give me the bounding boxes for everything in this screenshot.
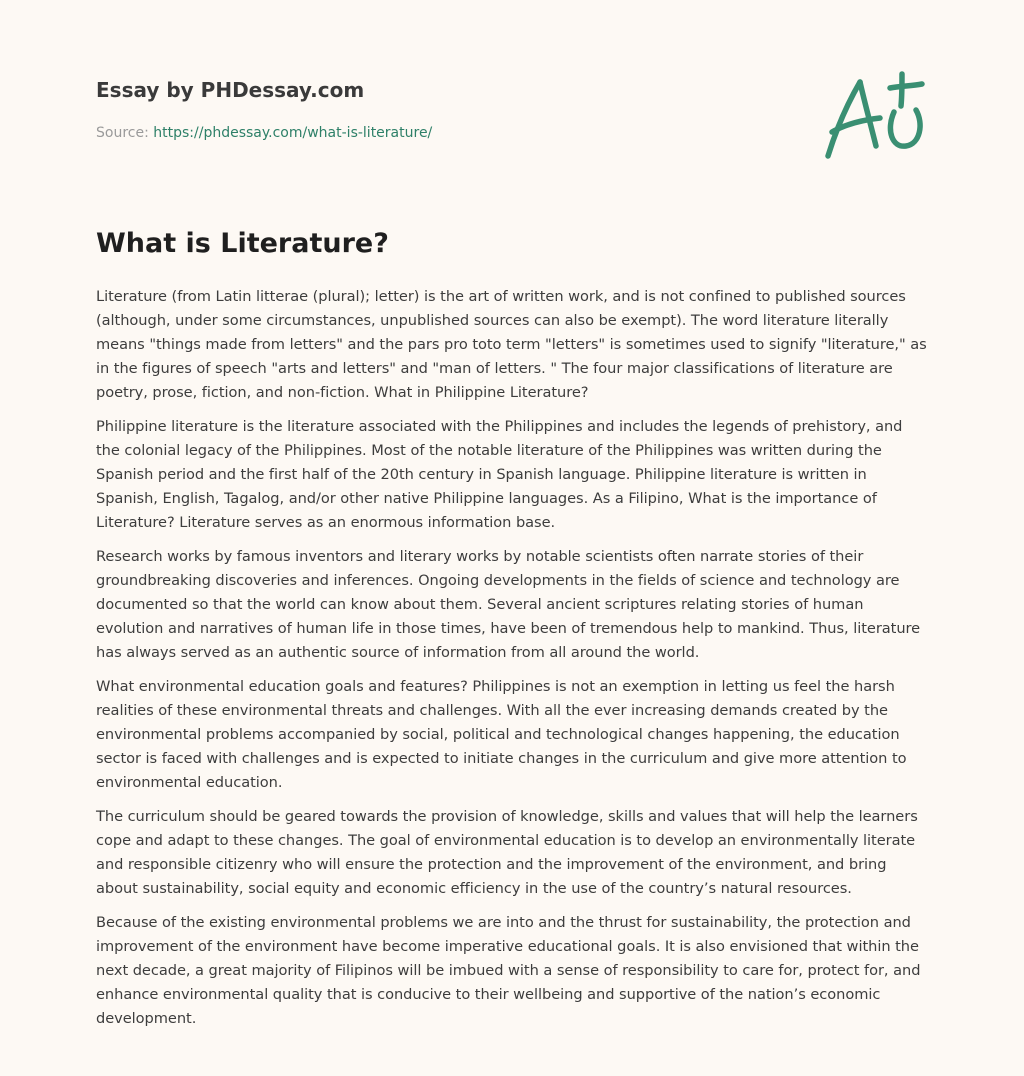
essay-paragraph: What environmental education goals and features? Philippines is not an exemption in letting us feel the harsh realities of these environmental threats and challenges. With all the ever increasing demands created by the environmental problems accompanied by social, political and technological changes happening, the education sector is faced with challenges and is expected to initiate changes in the curriculum and give more attention to environmental education.: [96, 678, 907, 791]
a-plus-logo-icon: [820, 66, 932, 166]
essay-body: [96, 285, 928, 1041]
page-header: [96, 76, 928, 166]
essay-page: [96, 0, 928, 1076]
essay-title: What is Literature?: [96, 228, 389, 259]
essay-paragraph: Literature (from Latin litterae (plural); letter) is the art of written work, and is not confined to published sources (although, under some circumstances, unpublished sources can also be exempt). The word literature literally means "things made from letters" and the pars pro toto term "letters" is sometimes used to signify "literature," as in the figures of speech "arts and letters" and "man of letters. " The four major classifications of literature are poetry, prose, fiction, and non-fiction. What in Philippine Literature?: [96, 288, 927, 401]
source-link[interactable]: https://phdessay.com/what-is-literature/: [153, 125, 433, 141]
site-title: Essay by PHDessay.com: [96, 78, 365, 102]
essay-paragraph: Philippine literature is the literature associated with the Philippines and includes the legends of prehistory, and the colonial legacy of the Philippines. Most of the notable literature of the Philippines was written during the Spanish period and the first half of the 20th century in Spanish language. Philippine literature is written in Spanish, English, Tagalog, and/or other native Philippine languages. As a Filipino, What is the importance of Literature? Literature serves as an enormous information base.: [96, 418, 903, 531]
source-label: Source:: [96, 125, 154, 141]
source-line: [96, 124, 928, 142]
essay-paragraph: The curriculum should be geared towards the provision of knowledge, skills and values that will help the learners cope and adapt to these changes. The goal of environmental education is to develop an environmentally literate and responsible citizenry who will ensure the protection and the improvement of the environment, and bring about sustainability, social equity and economic efficiency in the use of the country’s natural resources.: [96, 808, 918, 897]
essay-paragraph: Because of the existing environmental problems we are into and the thrust for sustainability, the protection and improvement of the environment have become imperative educational goals. It is also envisioned that within the next decade, a great majority of Filipinos will be imbued with a sense of responsibility to care for, protect for, and enhance environmental quality that is conducive to their wellbeing and supportive of the nation’s economic development.: [96, 914, 921, 1027]
essay-paragraph: Research works by famous inventors and literary works by notable scientists often narrate stories of their groundbreaking discoveries and inferences. Ongoing developments in the fields of science and technology are documented so that the world can know about them. Several ancient scriptures relating stories of human evolution and narratives of human life in those times, have been of tremendous help to mankind. Thus, literature has always served as an authentic source of information from all around the world.: [96, 548, 921, 661]
